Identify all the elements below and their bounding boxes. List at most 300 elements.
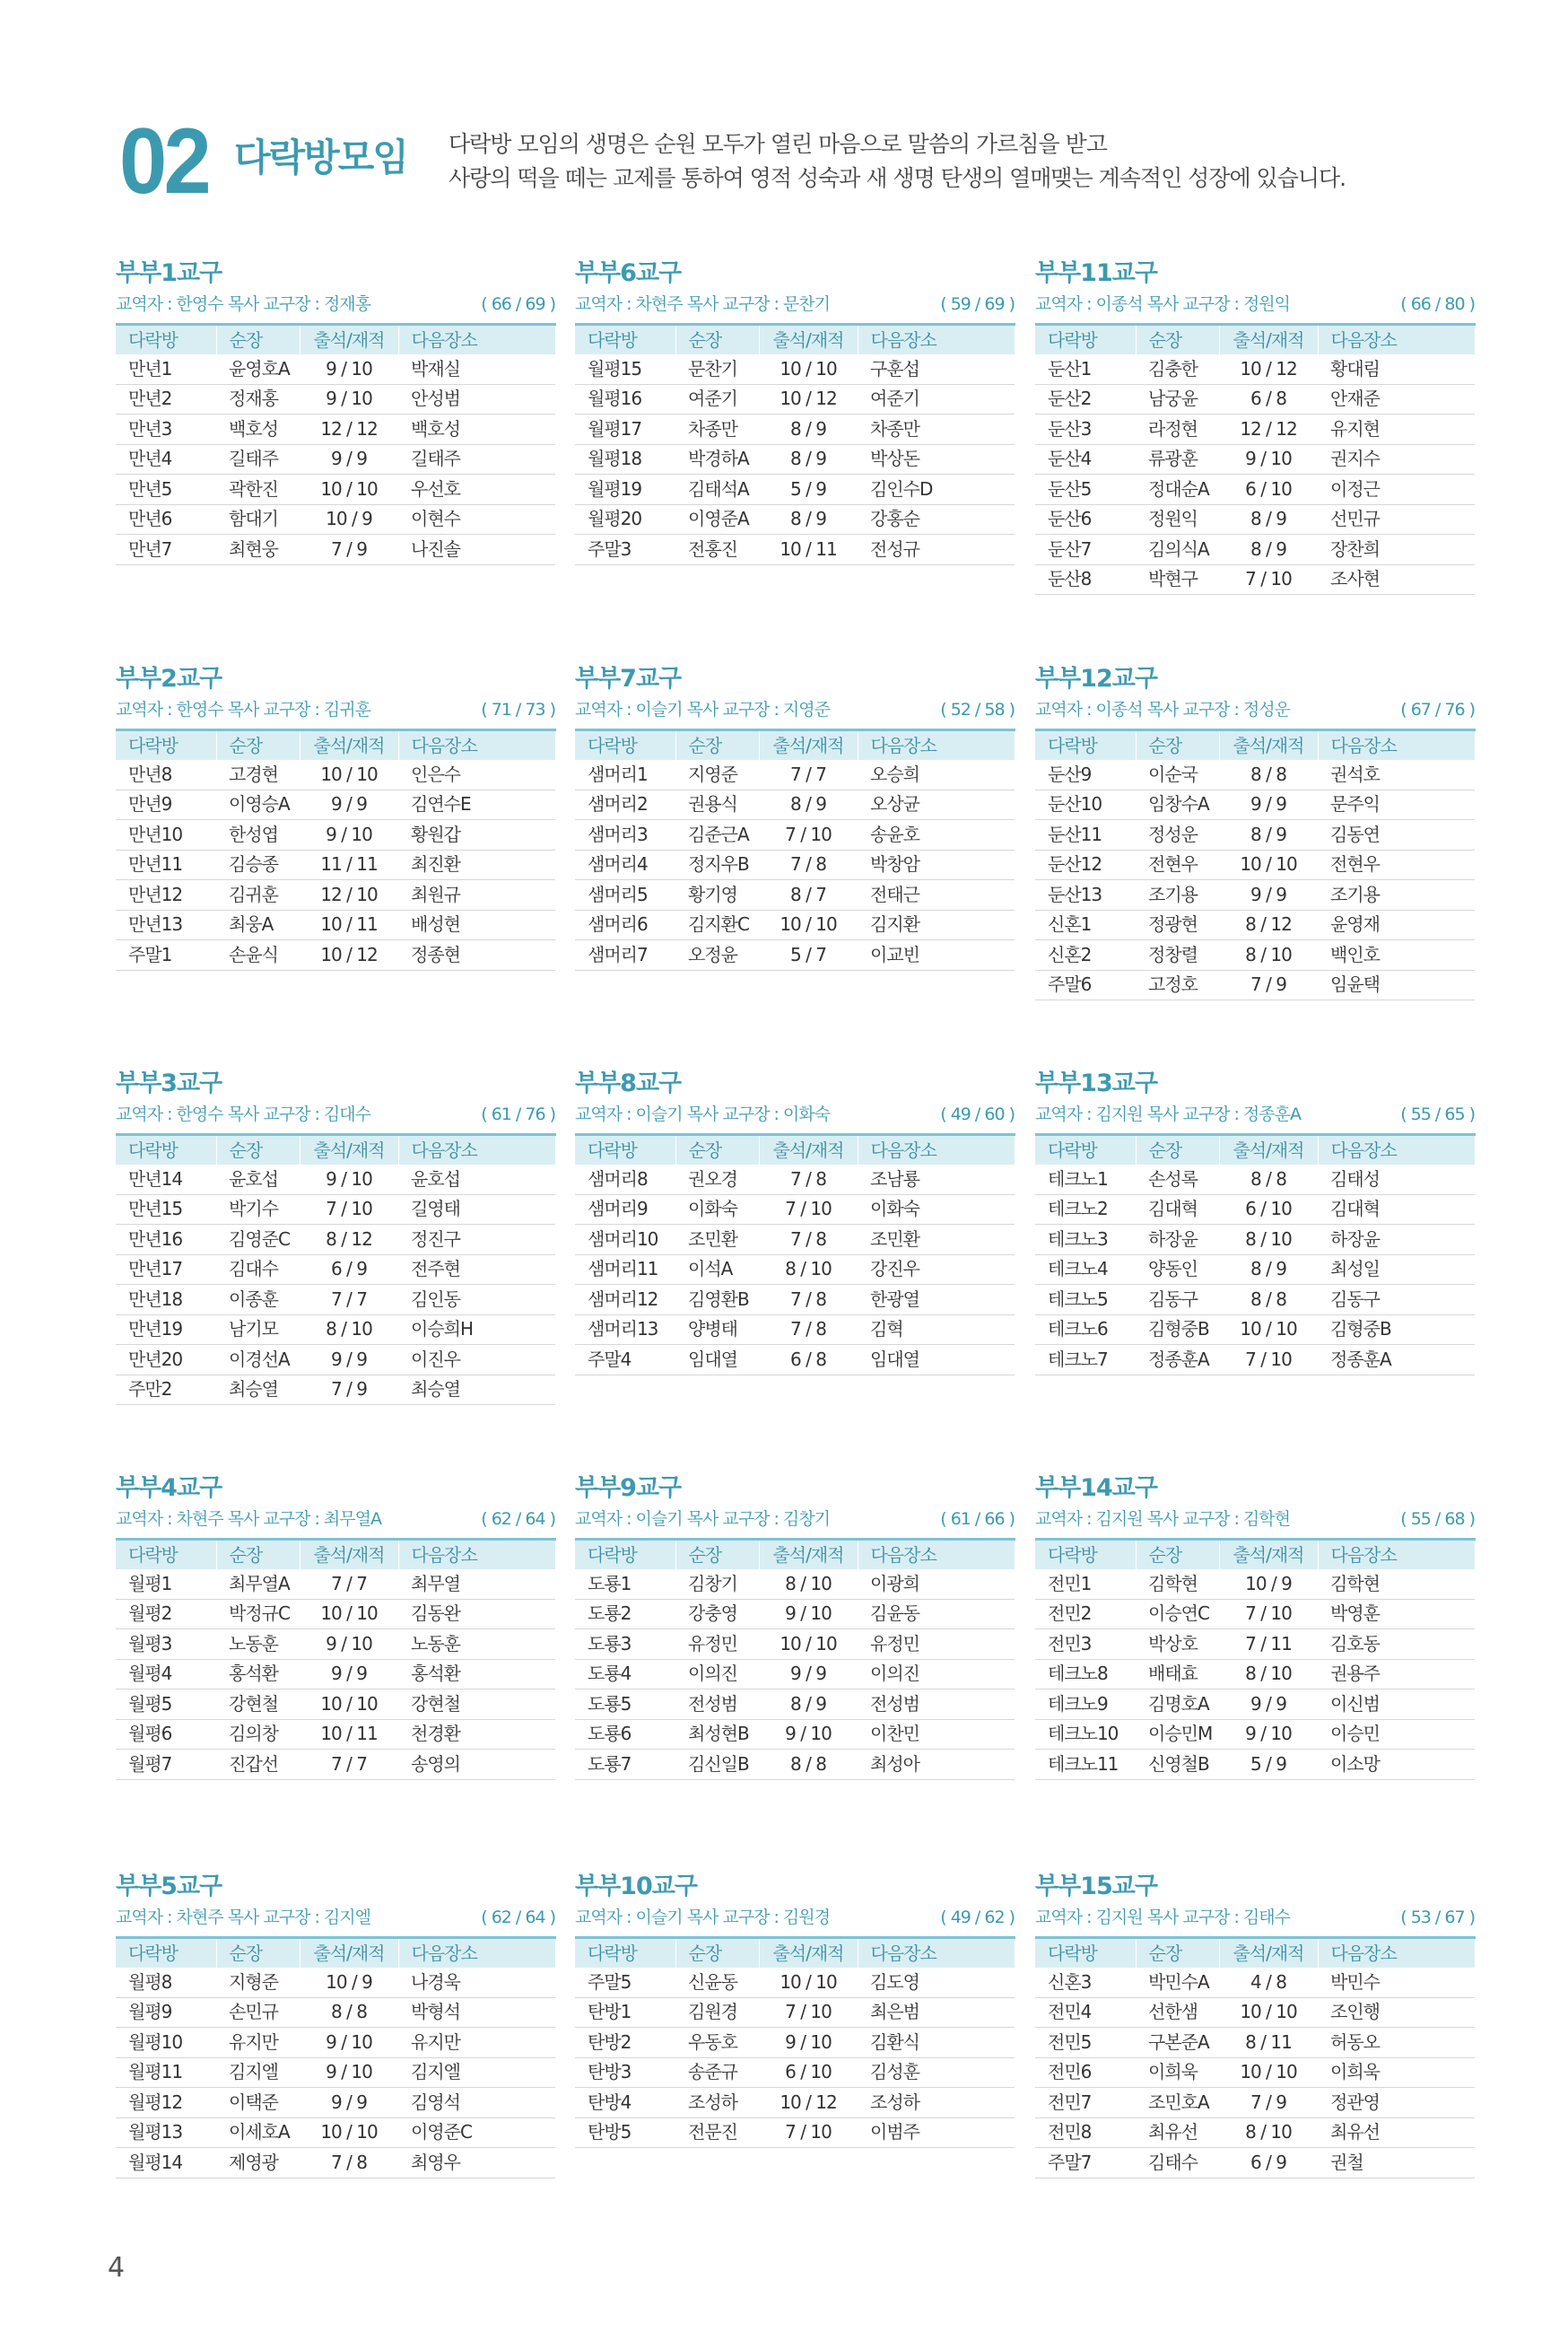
table-cell: 8 / 10	[1219, 1225, 1318, 1255]
table-cell: 4 / 8	[1219, 1968, 1318, 1998]
table-cell: 9 / 9	[759, 1659, 858, 1689]
table-cell: 7 / 7	[300, 1285, 398, 1315]
table-cell: 임대열	[675, 1345, 759, 1375]
table-cell: 임윤택	[1318, 970, 1475, 1000]
table-cell: 홍석환	[216, 1659, 300, 1689]
table-cell: 탄방4	[575, 2088, 675, 2118]
column-header: 다락방	[1035, 1938, 1136, 1968]
column-header: 다락방	[116, 1135, 216, 1165]
table-row	[575, 1569, 1015, 1600]
district-block	[1035, 1473, 1475, 1780]
table-row	[575, 880, 1015, 911]
section-title: 다락방모임	[234, 135, 407, 179]
table-cell: 주말6	[1035, 970, 1136, 1000]
table-cell: 탄방5	[575, 2117, 675, 2148]
table-cell: 샘머리7	[575, 940, 675, 971]
district-title: 부부14교구	[1035, 1474, 1157, 1502]
table-cell: 곽한진	[216, 475, 300, 505]
table-row	[116, 354, 555, 385]
table-cell: 8 / 8	[759, 1750, 858, 1780]
table-cell: 이현수	[398, 504, 555, 535]
column-header: 다음장소	[398, 730, 555, 760]
table-cell: 만년18	[116, 1285, 216, 1315]
table-cell: 테크노2	[1035, 1194, 1136, 1225]
table-cell: 김지엘	[216, 2057, 300, 2088]
table-cell: 테크노4	[1035, 1254, 1136, 1285]
table-cell: 지영준	[675, 760, 759, 790]
table-row	[116, 444, 555, 475]
section-number: 02	[119, 109, 209, 214]
table-cell: 7 / 10	[759, 1997, 858, 2028]
table-cell: 10 / 10	[759, 1629, 858, 1660]
table-cell: 남기모	[216, 1314, 300, 1345]
table-cell: 여준기	[675, 384, 759, 415]
table-cell: 테크노3	[1035, 1225, 1136, 1255]
attendance-ratio: ( 61 / 66 )	[940, 1509, 1015, 1529]
table-cell: 인은수	[398, 760, 555, 790]
table-cell: 8 / 8	[1219, 1285, 1318, 1315]
table-cell: 최승열	[398, 1375, 555, 1405]
table-cell: 조성하	[675, 2088, 759, 2118]
table-cell: 박창암	[858, 850, 1015, 880]
table-cell: 최은범	[858, 1997, 1015, 2028]
table-cell: 월평19	[575, 475, 675, 505]
table-cell: 이희욱	[1136, 2057, 1219, 2088]
table-cell: 7 / 7	[759, 760, 858, 790]
table-cell: 7 / 9	[300, 535, 398, 565]
table-cell: 9 / 9	[1219, 880, 1318, 911]
table-cell: 샘머리10	[575, 1225, 675, 1255]
table-cell: 오상균	[858, 790, 1015, 820]
attendance-table	[116, 1133, 556, 1405]
district-leaders: 교역자 : 차현주 목사 교구장 : 최무열A	[116, 1509, 381, 1529]
table-cell: 김대혁	[1136, 1194, 1219, 1225]
column-header: 순장	[675, 1135, 759, 1165]
table-cell: 길영태	[398, 1194, 555, 1225]
table-cell: 김신일B	[675, 1750, 759, 1780]
table-cell: 김충한	[1136, 354, 1219, 385]
table-cell: 10 / 12	[1219, 354, 1318, 385]
table-row	[575, 1194, 1015, 1225]
table-cell: 김의식A	[1136, 535, 1219, 565]
table-cell: 전민6	[1035, 2057, 1136, 2088]
table-cell: 샘머리2	[575, 790, 675, 820]
table-cell: 이의진	[675, 1659, 759, 1689]
attendance-ratio: ( 67 / 76 )	[1400, 700, 1475, 720]
column-header: 순장	[1136, 325, 1219, 354]
table-cell: 7 / 8	[759, 850, 858, 880]
table-cell: 10 / 11	[759, 535, 858, 565]
table-cell: 김태성	[1318, 1165, 1475, 1195]
table-cell: 박정규C	[216, 1599, 300, 1629]
table-cell: 임대열	[858, 1345, 1015, 1375]
district-leaders: 교역자 : 이슬기 목사 교구장 : 김창기	[575, 1509, 830, 1529]
table-cell: 9 / 10	[300, 354, 398, 385]
table-row	[1035, 2148, 1475, 2178]
table-cell: 라정현	[1136, 415, 1219, 445]
table-row	[1035, 1997, 1475, 2028]
table-cell: 최무열A	[216, 1569, 300, 1600]
table-cell: 5 / 9	[759, 475, 858, 505]
table-cell: 윤영재	[1318, 910, 1475, 940]
table-cell: 송영의	[398, 1750, 555, 1780]
column-header: 다락방	[116, 730, 216, 760]
table-row	[116, 820, 555, 851]
table-cell: 탄방2	[575, 2028, 675, 2058]
table-cell: 김호동	[1318, 1629, 1475, 1660]
table-row	[575, 1345, 1015, 1375]
table-cell: 월평6	[116, 1719, 216, 1750]
table-cell: 선한샘	[1136, 1997, 1219, 2028]
table-cell: 월평7	[116, 1750, 216, 1780]
table-cell: 신윤동	[675, 1968, 759, 1998]
district-meta	[575, 1506, 1015, 1532]
table-cell: 샘머리11	[575, 1254, 675, 1285]
column-header: 출석/재적	[759, 325, 858, 354]
table-cell: 6 / 10	[759, 2057, 858, 2088]
table-cell: 6 / 9	[1219, 2148, 1318, 2178]
table-cell: 최웅A	[216, 910, 300, 940]
table-cell: 도룡6	[575, 1719, 675, 1750]
table-cell: 이세호A	[216, 2117, 300, 2148]
table-cell: 이석A	[675, 1254, 759, 1285]
table-cell: 유지만	[398, 2028, 555, 2058]
table-row	[575, 415, 1015, 445]
table-cell: 주만2	[116, 1375, 216, 1405]
table-cell: 8 / 10	[1219, 1659, 1318, 1689]
attendance-ratio: ( 55 / 68 )	[1400, 1509, 1475, 1529]
column-header: 순장	[1136, 1135, 1219, 1165]
table-cell: 김지환	[858, 910, 1015, 940]
table-cell: 김연수E	[398, 790, 555, 820]
table-cell: 8 / 9	[1219, 1254, 1318, 1285]
district-leaders: 교역자 : 차현주 목사 교구장 : 김지엘	[116, 1908, 370, 1927]
table-cell: 나경욱	[398, 1968, 555, 1998]
table-header-row	[116, 1540, 555, 1569]
table-cell: 월평8	[116, 1968, 216, 1998]
table-row	[1035, 444, 1475, 475]
table-row	[575, 2088, 1015, 2118]
table-row	[1035, 1629, 1475, 1660]
table-cell: 이승희H	[398, 1314, 555, 1345]
district-title: 부부7교구	[575, 665, 682, 693]
table-cell: 샘머리4	[575, 850, 675, 880]
table-cell: 둔산8	[1035, 564, 1136, 595]
table-row	[116, 535, 555, 565]
table-cell: 8 / 12	[300, 1225, 398, 1255]
column-header: 다음장소	[1318, 1540, 1475, 1569]
table-cell: 월평2	[116, 1599, 216, 1629]
attendance-ratio: ( 62 / 64 )	[481, 1908, 555, 1927]
table-cell: 7 / 7	[300, 1569, 398, 1600]
table-cell: 둔산13	[1035, 880, 1136, 911]
table-cell: 권철	[1318, 2148, 1475, 2178]
table-cell: 김성훈	[858, 2057, 1015, 2088]
table-cell: 전현우	[1136, 850, 1219, 880]
table-cell: 문주익	[1318, 790, 1475, 820]
district-block	[1035, 1872, 1475, 2178]
table-row	[575, 790, 1015, 820]
table-row	[575, 1599, 1015, 1629]
table-cell: 이교빈	[858, 940, 1015, 971]
table-row	[1035, 1225, 1475, 1255]
table-row	[1035, 1719, 1475, 1750]
table-header-row	[575, 730, 1015, 760]
table-header-row	[1035, 1135, 1475, 1165]
district-title: 부부1교구	[116, 259, 222, 287]
table-cell: 둔산9	[1035, 760, 1136, 790]
column-header: 출석/재적	[300, 1135, 398, 1165]
table-cell: 8 / 10	[759, 1254, 858, 1285]
table-cell: 한성엽	[216, 820, 300, 851]
table-cell: 조인행	[1318, 1997, 1475, 2028]
column-header: 다락방	[116, 325, 216, 354]
table-cell: 9 / 10	[759, 1719, 858, 1750]
table-cell: 정재홍	[216, 384, 300, 415]
table-cell: 허동오	[1318, 2028, 1475, 2058]
table-row	[575, 2028, 1015, 2058]
table-cell: 월평20	[575, 504, 675, 535]
table-cell: 8 / 9	[1219, 535, 1318, 565]
table-row	[575, 384, 1015, 415]
table-cell: 이영준C	[398, 2117, 555, 2148]
district-block	[116, 664, 555, 971]
table-cell: 만년9	[116, 790, 216, 820]
table-cell: 7 / 7	[300, 1750, 398, 1780]
table-cell: 8 / 8	[300, 1997, 398, 2028]
table-cell: 전민2	[1035, 1599, 1136, 1629]
table-cell: 황대림	[1318, 354, 1475, 385]
table-cell: 홍석환	[398, 1659, 555, 1689]
district-title: 부부15교구	[1035, 1873, 1157, 1900]
table-cell: 김영석	[398, 2088, 555, 2118]
table-cell: 8 / 9	[759, 504, 858, 535]
district-title: 부부11교구	[1035, 259, 1157, 287]
table-cell: 도룡1	[575, 1569, 675, 1600]
attendance-table	[116, 1538, 556, 1780]
page-number: 4	[108, 2252, 126, 2283]
table-cell: 샘머리12	[575, 1285, 675, 1315]
table-cell: 6 / 10	[1219, 1194, 1318, 1225]
table-cell: 양동인	[1136, 1254, 1219, 1285]
attendance-table	[1035, 1133, 1476, 1375]
table-cell: 10 / 10	[300, 1689, 398, 1720]
attendance-ratio: ( 62 / 64 )	[481, 1509, 555, 1529]
column-header: 순장	[216, 1540, 300, 1569]
table-row	[575, 910, 1015, 940]
table-cell: 김승종	[216, 850, 300, 880]
table-cell: 11 / 11	[300, 850, 398, 880]
table-cell: 둔산5	[1035, 475, 1136, 505]
table-header-row	[116, 730, 555, 760]
table-cell: 샘머리5	[575, 880, 675, 911]
column-header: 출석/재적	[1219, 1540, 1318, 1569]
table-cell: 강충영	[675, 1599, 759, 1629]
table-cell: 김학현	[1136, 1569, 1219, 1600]
table-row	[1035, 1314, 1475, 1345]
district-meta	[116, 696, 555, 723]
table-cell: 둔산11	[1035, 820, 1136, 851]
column-header: 다음장소	[398, 1540, 555, 1569]
table-cell: 고경현	[216, 760, 300, 790]
table-cell: 9 / 9	[1219, 1689, 1318, 1720]
table-cell: 이정근	[1318, 475, 1475, 505]
table-cell: 5 / 7	[759, 940, 858, 971]
district-meta	[116, 1506, 555, 1532]
table-cell: 10 / 10	[300, 475, 398, 505]
table-cell: 박영훈	[1318, 1599, 1475, 1629]
table-cell: 이경선A	[216, 1345, 300, 1375]
district-title: 부부9교구	[575, 1474, 682, 1502]
table-cell: 김환식	[858, 2028, 1015, 2058]
table-cell: 최영우	[398, 2148, 555, 2178]
table-cell: 7 / 10	[1219, 1345, 1318, 1375]
table-cell: 9 / 10	[300, 1629, 398, 1660]
table-cell: 샘머리3	[575, 820, 675, 851]
table-cell: 백호성	[216, 415, 300, 445]
table-cell: 9 / 9	[300, 1345, 398, 1375]
table-cell: 둔산4	[1035, 444, 1136, 475]
table-row	[1035, 475, 1475, 505]
column-header: 다음장소	[398, 1135, 555, 1165]
table-row	[575, 1968, 1015, 1998]
column-header: 순장	[675, 325, 759, 354]
table-cell: 7 / 10	[1219, 564, 1318, 595]
table-cell: 정창렬	[1136, 940, 1219, 971]
column-header: 다음장소	[858, 730, 1015, 760]
table-cell: 권용식	[675, 790, 759, 820]
table-cell: 10 / 10	[1219, 850, 1318, 880]
district-leaders: 교역자 : 김지원 목사 교구장 : 김태수	[1035, 1908, 1290, 1927]
table-header-row	[1035, 1938, 1475, 1968]
table-cell: 7 / 10	[759, 1194, 858, 1225]
table-row	[1035, 504, 1475, 535]
table-cell: 8 / 9	[759, 415, 858, 445]
district-block	[116, 258, 555, 565]
table-cell: 이종훈	[216, 1285, 300, 1315]
table-cell: 8 / 9	[1219, 504, 1318, 535]
table-row	[1035, 1569, 1475, 1600]
district-leaders: 교역자 : 김지원 목사 교구장 : 김학현	[1035, 1509, 1290, 1529]
column-header: 다락방	[1035, 1540, 1136, 1569]
table-cell: 월평3	[116, 1629, 216, 1660]
table-cell: 조기용	[1318, 880, 1475, 911]
table-row	[116, 1569, 555, 1600]
table-cell: 테크노8	[1035, 1659, 1136, 1689]
district-title: 부부3교구	[116, 1069, 222, 1097]
table-cell: 7 / 9	[300, 1375, 398, 1405]
table-row	[1035, 2028, 1475, 2058]
table-cell: 만년15	[116, 1194, 216, 1225]
attendance-ratio: ( 66 / 80 )	[1400, 294, 1475, 314]
table-cell: 윤영호A	[216, 354, 300, 385]
table-row	[116, 1165, 555, 1195]
table-cell: 이순국	[1136, 760, 1219, 790]
table-cell: 전민8	[1035, 2117, 1136, 2148]
table-cell: 진갑선	[216, 1750, 300, 1780]
district-meta	[1035, 1101, 1475, 1128]
table-row	[116, 1659, 555, 1689]
table-cell: 둔산2	[1035, 384, 1136, 415]
table-cell: 전성범	[675, 1689, 759, 1720]
district-block	[1035, 1069, 1475, 1375]
table-cell: 10 / 10	[759, 354, 858, 385]
table-cell: 정종훈A	[1318, 1345, 1475, 1375]
table-cell: 정지우B	[675, 850, 759, 880]
table-cell: 김형중B	[1318, 1314, 1475, 1345]
district-leaders: 교역자 : 한영수 목사 교구장 : 정재홍	[116, 294, 370, 314]
table-cell: 이신범	[1318, 1689, 1475, 1720]
table-cell: 8 / 10	[759, 1569, 858, 1600]
table-cell: 둔산12	[1035, 850, 1136, 880]
table-row	[1035, 384, 1475, 415]
table-cell: 한광열	[858, 1285, 1015, 1315]
table-cell: 10 / 10	[300, 1599, 398, 1629]
table-cell: 10 / 9	[300, 1968, 398, 1998]
column-header: 순장	[216, 325, 300, 354]
table-cell: 이희욱	[1318, 2057, 1475, 2088]
table-cell: 6 / 8	[759, 1345, 858, 1375]
table-cell: 월평14	[116, 2148, 216, 2178]
column-header: 다음장소	[858, 1938, 1015, 1968]
table-header-row	[575, 1938, 1015, 1968]
table-cell: 8 / 7	[759, 880, 858, 911]
table-row	[116, 850, 555, 880]
table-row	[575, 1225, 1015, 1255]
table-cell: 조기용	[1136, 880, 1219, 911]
column-header: 출석/재적	[300, 325, 398, 354]
column-header: 순장	[1136, 1540, 1219, 1569]
table-cell: 김인동	[398, 1285, 555, 1315]
table-cell: 7 / 10	[759, 2117, 858, 2148]
table-cell: 8 / 11	[1219, 2028, 1318, 2058]
table-cell: 9 / 10	[759, 1599, 858, 1629]
district-meta	[116, 1904, 555, 1931]
table-cell: 도룡5	[575, 1689, 675, 1720]
table-cell: 월평15	[575, 354, 675, 385]
table-cell: 최진환	[398, 850, 555, 880]
district-block	[575, 664, 1015, 971]
district-meta	[575, 1904, 1015, 1931]
table-row	[575, 820, 1015, 851]
district-leaders: 교역자 : 이종석 목사 교구장 : 정원익	[1035, 294, 1290, 314]
district-title: 부부13교구	[1035, 1069, 1157, 1097]
table-cell: 전성범	[858, 1689, 1015, 1720]
table-cell: 천경환	[398, 1719, 555, 1750]
table-cell: 주말1	[116, 940, 216, 971]
district-meta	[116, 1101, 555, 1128]
table-row	[575, 2057, 1015, 2088]
attendance-ratio: ( 53 / 67 )	[1400, 1908, 1475, 1927]
table-row	[575, 940, 1015, 971]
column-header: 다음장소	[398, 325, 555, 354]
table-cell: 송윤호	[858, 820, 1015, 851]
attendance-ratio: ( 59 / 69 )	[940, 294, 1015, 314]
table-cell: 김태석A	[675, 475, 759, 505]
table-cell: 조사현	[1318, 564, 1475, 595]
column-header: 출석/재적	[300, 730, 398, 760]
district-block	[1035, 664, 1475, 1000]
table-cell: 박기수	[216, 1194, 300, 1225]
table-cell: 김지엘	[398, 2057, 555, 2088]
table-row	[116, 2028, 555, 2058]
district-block	[575, 1473, 1015, 1780]
column-header: 출석/재적	[759, 1938, 858, 1968]
table-row	[1035, 1254, 1475, 1285]
table-cell: 김형중B	[1136, 1314, 1219, 1345]
table-cell: 정원익	[1136, 504, 1219, 535]
table-row	[1035, 1750, 1475, 1780]
